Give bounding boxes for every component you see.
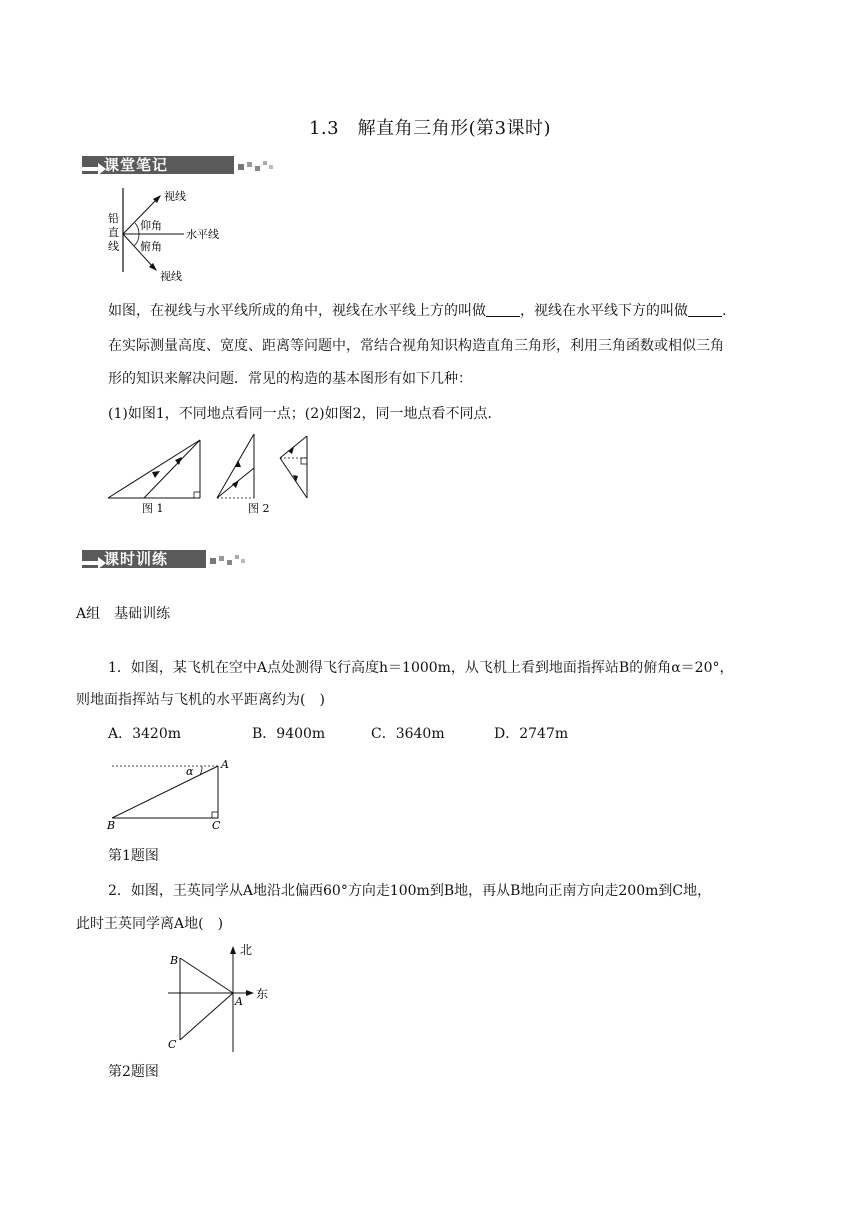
point-a-label: A	[235, 995, 243, 1008]
depression-label: 俯角	[140, 240, 162, 253]
sightline-up-label: 视线	[164, 190, 186, 203]
page-title: 1.3 解直角三角形(第3课时)	[308, 118, 552, 139]
question-2-figure	[160, 942, 280, 1058]
east-label: 东	[256, 987, 269, 1001]
sightline-diagram	[104, 184, 244, 288]
notes-paragraph-1: 如图，在视线与水平线所成的角中，视线在水平线上方的叫做 ，视线在水平线下方的叫做 .	[108, 303, 727, 319]
figures-1-2	[104, 430, 316, 518]
blank-1	[486, 302, 520, 317]
notes-paragraph-2b: 形的知识来解决问题．常见的构造的基本图形有如下几种：	[108, 371, 472, 387]
alpha-label: α	[186, 765, 194, 778]
vertical-label-3: 线	[108, 240, 119, 253]
section-label: 课堂笔记	[104, 156, 169, 174]
point-c-label: C	[168, 1038, 177, 1051]
point-b-label: B	[107, 819, 116, 832]
group-heading: A组 基础训练	[76, 606, 171, 622]
question-2-line-1: 2．如图，王英同学从A地沿北偏西60°方向走100m到B地，再从B地向正南方向走200m到C地，	[108, 883, 712, 899]
section-label: 课时训练	[104, 550, 169, 568]
notes-paragraph-3: (1)如图1，不同地点看同一点；(2)如图2，同一地点看不同点．	[108, 406, 502, 422]
question-1-figure	[104, 756, 234, 832]
elevation-label: 仰角	[140, 219, 162, 232]
vertical-label-1: 铅	[108, 212, 119, 225]
horizontal-label: 水平线	[186, 228, 219, 241]
question-2-line-2: 此时王英同学离A地( )	[76, 916, 224, 932]
notes-paragraph-2a: 在实际测量高度、宽度、距离等问题中，常结合视角知识构造直角三角形，利用三角函数或相似三角	[108, 338, 724, 354]
option-a: A．3420m	[108, 726, 182, 742]
blank-2	[688, 302, 722, 317]
fig2-caption: 图 2	[248, 502, 270, 515]
point-b-label: B	[170, 954, 179, 967]
section-banner-notes	[76, 152, 276, 176]
sightline-down-label: 视线	[160, 270, 182, 283]
option-c: C．3640m	[371, 726, 445, 742]
fig1-caption: 图 1	[142, 502, 164, 515]
option-b: B．9400m	[252, 726, 326, 742]
question-1-line-2: 则地面指挥站与飞机的水平距离约为( )	[76, 692, 325, 708]
question-1-line-1: 1．如图，某飞机在空中A点处测得飞行高度h＝1000m，从飞机上看到地面指挥站B的俯角α＝20°，	[108, 660, 734, 676]
vertical-label-2: 直	[108, 226, 119, 239]
point-a-label: A	[221, 758, 229, 771]
question-2-caption: 第2题图	[108, 1064, 159, 1080]
point-c-label: C	[212, 819, 221, 832]
question-1-caption: 第1题图	[108, 848, 159, 864]
north-label: 北	[240, 943, 253, 957]
option-d: D．2747m	[494, 726, 569, 742]
section-banner-training	[76, 546, 276, 570]
